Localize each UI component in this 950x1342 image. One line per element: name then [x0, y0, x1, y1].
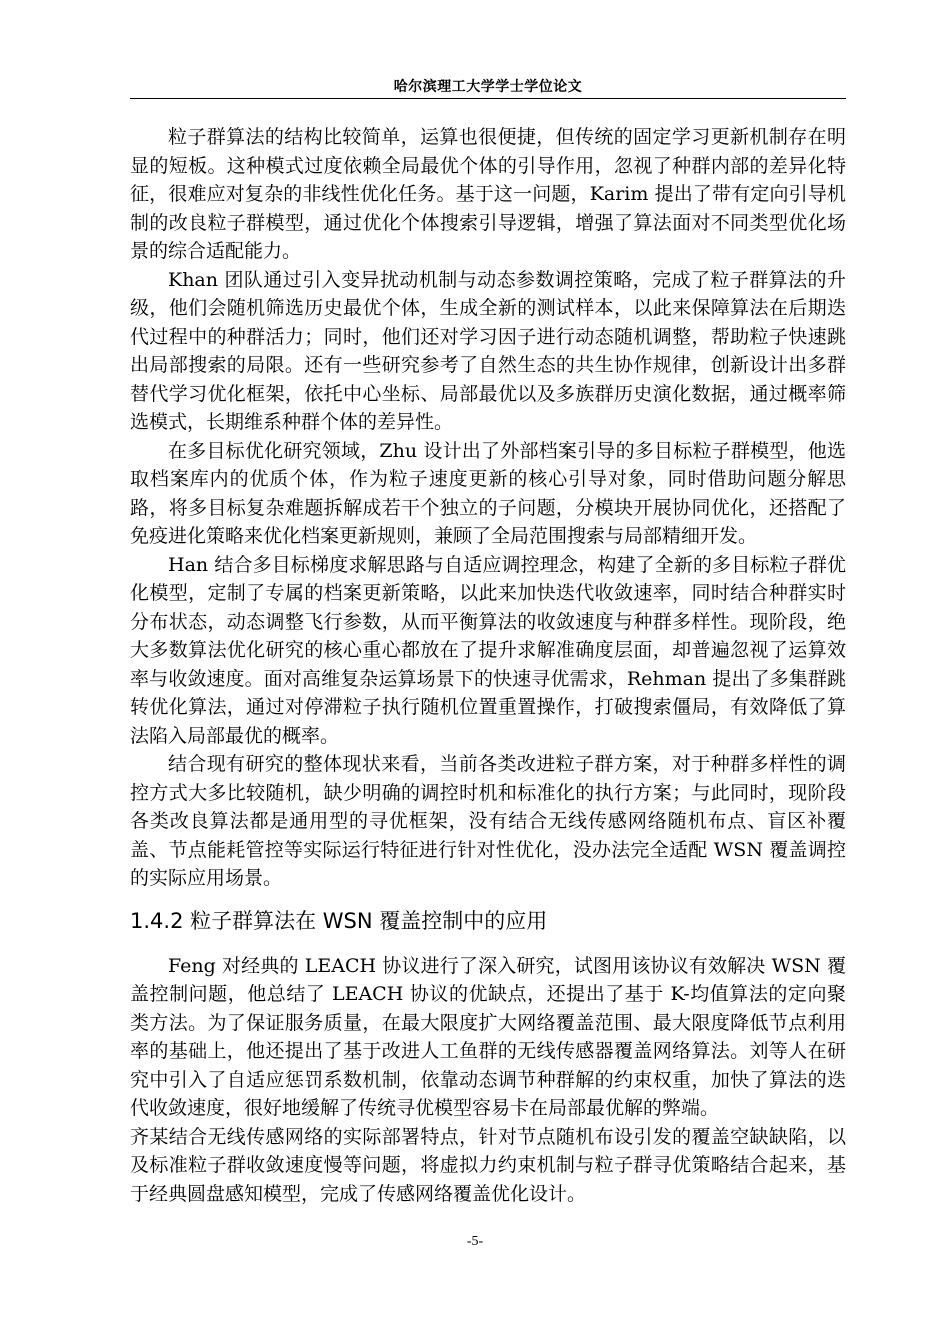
page-body — [130, 123, 846, 1208]
paragraph-zhu: 在多目标优化研究领域，Zhu 设计出了外部档案引导的多目标粒子群模型，他选取档案库内的优质个体，作为粒子速度更新的核心引导对象，同时借助问题分解思路，将多目标复杂难题拆解成若干个独立的子问题，分模块开展协同优化，还搭配了免疫进化策略来优化档案更新规则，兼顾了全局范围搜索与局部精细开发。 — [130, 439, 846, 547]
paragraph-qi: 齐某结合无线传感网络的实际部署特点，针对节点随机布设引发的覆盖空缺缺陷，以及标准粒子群收敛速度慢等问题，将虚拟力约束机制与粒子群寻优策略结合起来，基于经典圆盘感知模型，完成了传感网络覆盖优化设计。 — [130, 1125, 846, 1205]
paragraph-feng: Feng 对经典的 LEACH 协议进行了深入研究，试图用该协议有效解决 WSN 覆盖控制问题，他总结了 LEACH 协议的优缺点，还提出了基于 K-均值算法的定向聚类方法。为了保证服务质量，在最大限度扩大网络覆盖范围、最大限度降低节点利用率的基础上，他还提出了基于改进人工鱼群的无线传感器覆盖网络算法。刘等人在研究中引入了自适应惩罚系数机制，依靠动态调节种群解的约束权重，加快了算法的迭代收敛速度，很好地缓解了传统寻优模型容易卡在局部最优解的弊端。 — [130, 954, 846, 1119]
paragraph-summary: 结合现有研究的整体现状来看，当前各类改进粒子群方案，对于种群多样性的调控方式大多比较随机，缺少明确的调控时机和标准化的执行方案；与此同时，现阶段各类改良算法都是通用型的寻优框架，没有结合无线传感网络随机布点、盲区补覆盖、节点能耗管控等实际运行特征进行针对性优化，没办法完全适配 WSN 覆盖调控的实际应用场景。 — [130, 753, 846, 889]
section-heading: 1.4.2 粒子群算法在 WSN 覆盖控制中的应用 — [130, 908, 548, 933]
page-number: -5- — [466, 1234, 484, 1249]
paragraph-pso-structure: 粒子群算法的结构比较简单，运算也很便捷，但传统的固定学习更新机制存在明显的短板。这种模式过度依赖全局最优个体的引导作用，忽视了种群内部的差异化特征，很难应对复杂的非线性优化任务。基于这一问题，Karim 提出了带有定向引导机制的改良粒子群模型，通过优化个体搜索引导逻辑，增强了算法面对不同类型优化场景的综合适配能力。 — [130, 126, 846, 262]
paragraph-khan: Khan 团队通过引入变异扰动机制与动态参数调控策略，完成了粒子群算法的升级，他们会随机筛选历史最优个体，生成全新的测试样本，以此来保障算法在后期迭代过程中的种群活力；同时，他们还对学习因子进行动态随机调整，帮助粒子快速跳出局部搜索的局限。还有一些研究参考了自然生态的共生协作规律，创新设计出多群替代学习优化框架，依托中心坐标、局部最优以及多族群历史演化数据，通过概率筛选模式，长期维系种群个体的差异性。 — [130, 268, 846, 433]
header-rule — [130, 98, 846, 99]
running-header: 哈尔滨理工大学学士学位论文 — [393, 79, 583, 95]
paragraph-han: Han 结合多目标梯度求解思路与自适应调控理念，构建了全新的多目标粒子群优化模型，定制了专属的档案更新策略，以此来加快迭代收敛速率，同时结合种群实时分布状态，动态调整飞行参数，从而平衡算法的收敛速度与种群多样性。现阶段，绝大多数算法优化研究的核心重心都放在了提升求解准确度层面，却普遍忽视了运算效率与收敛速度。面对高维复杂运算场景下的快速寻优需求，Rehman 提出了多集群跳转优化算法，通过对停滞粒子执行随机位置重置操作，打破搜索僵局，有效降低了算法陷入局部最优的概率。 — [130, 553, 846, 747]
